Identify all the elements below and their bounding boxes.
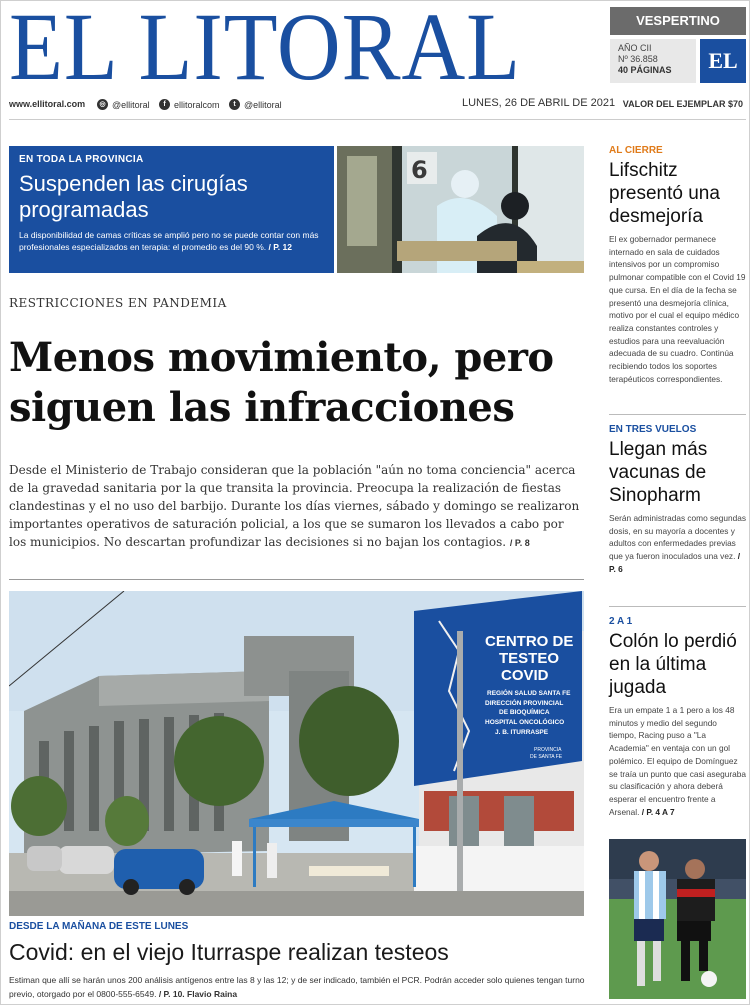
issue-number: Nº 36.858 — [618, 54, 658, 64]
issue-pages: 40 PÁGINAS — [618, 65, 672, 75]
banner-headline[interactable]: Suspenden las cirugías programadas — [19, 171, 248, 222]
side-story-2-page-ref[interactable]: / P. 6 — [609, 551, 741, 574]
banner-page-ref[interactable]: / P. 12 — [268, 242, 292, 252]
side-story-1-headline[interactable]: Lifschitz presentó una desmejoría — [609, 160, 720, 227]
main-kicker: RESTRICCIONES EN PANDEMIA — [9, 296, 227, 310]
side-story-lifschitz[interactable] — [609, 145, 746, 385]
twitter-handle[interactable] — [229, 99, 282, 110]
bottom-kicker: DESDE LA MAÑANA DE ESTE LUNES — [9, 921, 189, 932]
side-story-3-text — [609, 704, 746, 818]
banner-photo[interactable] — [337, 146, 584, 273]
billboard-line-3: COVID — [501, 667, 549, 684]
billboard-prov-2: DE SANTA FE — [530, 754, 563, 760]
banner-photo-sign: 6 — [411, 156, 428, 184]
football-photo-illustration — [609, 839, 746, 999]
main-body — [9, 461, 584, 552]
side-story-1-kicker: AL CIERRE — [609, 145, 663, 156]
billboard-sub-5: J. B. ITURRASPE — [495, 729, 549, 736]
side-story-2-body: Serán administradas como segundas dosis, en su mayoría a docentes y adultos con enfermedades previas que ya fueron inoculados una vez. — [609, 513, 746, 562]
testing-center-photo-illustration — [9, 591, 584, 916]
football-photo[interactable] — [609, 839, 746, 999]
billboard-line-1: CENTRO DE — [485, 633, 574, 650]
main-page-ref[interactable]: / P. 8 — [509, 538, 530, 548]
billboard-sub-1: REGIÓN SALUD SANTA FE — [487, 690, 571, 697]
divider — [9, 119, 746, 120]
facebook-handle[interactable] — [159, 99, 220, 110]
masthead-title[interactable]: EL LITORAL — [9, 3, 522, 91]
side-story-vacunas[interactable] — [609, 424, 746, 576]
instagram-icon: ◎ — [97, 99, 108, 110]
bottom-page-ref[interactable]: / P. 10. Flavio Raina — [158, 989, 238, 999]
banner-kicker: EN TODA LA PROVINCIA — [19, 154, 144, 165]
main-headline[interactable]: Menos movimiento, pero siguen las infracciones — [9, 334, 554, 431]
info-bar — [9, 97, 747, 113]
facebook-label: ellitoralcom — [174, 99, 220, 110]
billboard-sub-2: DIRECCIÓN PROVINCIAL — [485, 700, 564, 707]
banner-text-panel — [9, 146, 334, 273]
issue-date: LUNES, 26 DE ABRIL DE 2021 — [462, 97, 616, 109]
side-story-3-kicker: 2 A 1 — [609, 616, 633, 627]
side-story-3-body: Era un empate 1 a 1 pero a los 48 minutos y medio del segundo tiempo, Racing puso a "La Academia" en ventaja con un gol polémico. El equipo de Domínguez se traía un punto que casi aseguraba su clasificación y ahora deberá esperar el encuentro frente a Arsenal. — [609, 705, 746, 817]
banner-summary — [19, 229, 324, 253]
divider — [9, 579, 584, 580]
bottom-headline[interactable]: Covid: en el viejo Iturraspe realizan testeos — [9, 939, 449, 965]
side-story-2-headline[interactable]: Llegan más vacunas de Sinopharm — [609, 439, 708, 506]
billboard-line-2: TESTEO — [499, 650, 560, 667]
twitter-label: @ellitoral — [244, 99, 282, 110]
logo: EL — [700, 39, 746, 83]
side-story-1-text: El ex gobernador permanece internado en sala de cuidados intensivos por un compromiso pulmonar compatible con el Covid 19 que cursa. En el día de la fecha se presentó una desmejoría clínica, motivo por el cual el equipo médico realiza constantes controles y estudios para una reevaluación adecuada de su cuadro. Continúa recibiendo todos los soportes terapéuticos correspondientes. — [609, 234, 746, 384]
side-story-2-text — [609, 512, 746, 576]
side-story-2-kicker: EN TRES VUELOS — [609, 424, 697, 435]
banner-summary-text: La disponibilidad de camas críticas se amplió pero no se puede contar con más profesionales especializados en terapia: el promedio es del 90 %. — [19, 230, 319, 252]
edition-badge: VESPERTINO — [610, 7, 746, 35]
divider — [609, 414, 746, 415]
main-photo[interactable] — [9, 591, 584, 916]
website-link[interactable]: www.ellitoral.com — [9, 99, 86, 109]
divider — [609, 606, 746, 607]
issue-info — [610, 39, 696, 83]
billboard-sub-4: HOSPITAL ONCOLÓGICO — [485, 719, 565, 726]
instagram-label: @ellitoral — [112, 99, 150, 110]
instagram-handle[interactable] — [97, 99, 150, 110]
bottom-caption-text: Estiman que allí se harán unos 200 análisis antígenos entre las 8 y las 12; y de ser indicado, también el PCR. Podrán acceder solo quienes tengan turno previo, otorgado por el 0800-555-6549. — [9, 975, 585, 999]
facebook-icon: f — [159, 99, 170, 110]
banner-story[interactable] — [9, 146, 584, 273]
twitter-icon: t — [229, 99, 240, 110]
billboard-prov-1: PROVINCIA — [534, 747, 562, 753]
main-body-text: Desde el Ministerio de Trabajo consideran que la población "aún no toma conciencia" acerca de la gravedad sanitaria por la que transita la provincia. Preocupa la realización de fiestas clandestinas y el no uso del barbijo. Durante los días viernes, sábado y domingo se realizaron importantes operativos de saturación policial, a los que se sumaron los llevados a cabo por los municipios. No descartan profundizar las decisiones si no bajan los contagios. — [9, 463, 580, 549]
billboard-sub-3: DE BIOQUÍMICA — [499, 709, 550, 716]
side-story-3-headline[interactable]: Colón lo perdió en la última jugada — [609, 631, 737, 698]
side-story-3-page-ref[interactable]: / P. 4 A 7 — [641, 806, 675, 817]
side-story-colon[interactable] — [609, 616, 746, 818]
icu-photo-illustration — [337, 146, 584, 273]
issue-year: AÑO CII — [618, 43, 652, 53]
price-label: VALOR DEL EJEMPLAR $70 — [622, 99, 743, 109]
bottom-caption — [9, 973, 587, 1001]
